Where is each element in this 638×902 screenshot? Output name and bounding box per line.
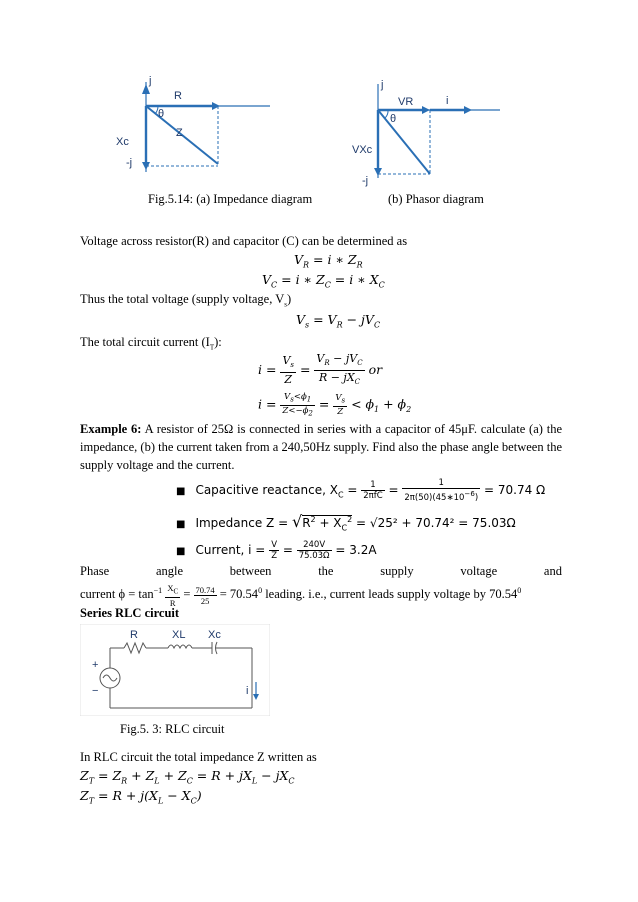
rlc-plus-label: + [92,659,99,671]
rlc-caption: Fig.5. 3: RLC circuit [120,722,225,736]
rlc-current-label: i [246,685,249,697]
bullet-capacitive-reactance: ■ Capacitive reactance, $X_C$ = $\frac{1}{\text{2πfC}}$ = $\frac{1}{2\pi(50)(45∗10^{-6})}$ = 70.74 Ω [176,478,546,503]
equation-vs: $V_s = V_R - jV_C$ [296,312,381,330]
phasor-vr-label: VR [398,96,414,108]
rlc-r-label: R [130,629,138,641]
equation-vc: $V_C = i$ ∗ $Z_C = i$ ∗ $X_C$ [262,272,385,290]
rlc-xc-label: Xc [208,629,221,641]
impedance-caption: Fig.5.14: (a) Impedance diagram [148,192,313,206]
phasor-theta-label: θ [390,113,397,125]
impedance-r-label: R [174,90,182,102]
equation-zt-2: $Z_T = R + j(X_L - X_C)$ [80,788,202,806]
impedance-theta-label: θ [158,108,165,120]
equation-zt-1: $Z_T = Z_R + Z_L + Z_C = R + jX_L - jX_C$ [80,768,295,786]
impedance-axis-neg-j: -j [126,157,133,169]
rlc-intro: In RLC circuit the total impedance Z written as [80,750,317,764]
bullet-impedance: ■ Impedance $Z = √R^2 + X_C^2 = √25^2 + 70.74^2 = 75.03\Omega$ [176,512,516,533]
rlc-xl-label: XL [172,629,186,641]
series-rlc-heading: Series RLC circuit [80,606,180,620]
impedance-xc-label: Xc [116,136,129,148]
rlc-minus-label: − [92,685,99,697]
total-voltage-intro: Thus the total voltage (supply voltage, $V_s$) [80,292,292,309]
phase-angle-line-2: current $\phi = \tan^{-1}$ $\frac{X_C}{R}$ = $\frac{70.74}{25}$ = $70.54^0$ leading. i.e., current leads supply voltage by 70.54$^0$ [80,582,522,608]
current-intro: The total circuit current $(I_T)$: [80,335,222,352]
phasor-caption: (b) Phasor diagram [388,192,484,206]
phasor-axis-j: j [381,79,384,91]
phasor-axis-neg-j: -j [362,175,369,187]
phasor-vxc-label: VXc [352,144,373,156]
equation-current: i = $\frac{V_s}{Z}$ = $\frac{V_R - jV_C}{R - jX_C}$ or [258,352,383,387]
example-6: Example 6: A resistor of 25Ω is connected in series with a capacitor of 45μF. calculate (a) the impedance, (b) the current taken from a 240,50Hz supply. Find also the phase angle between the supply voltage and the current. [80,422,562,472]
phasor-i-label: i [446,95,449,107]
impedance-axis-j: j [149,75,152,87]
impedance-diagram [110,74,280,184]
phasor-diagram [350,78,510,188]
bullet-current: ■ Current, i = $\frac{V}{Z}$ = $\frac{240V}{75.03\Omega}$ = 3.2A [176,540,377,561]
equation-vr: $V_R = i$ ∗ $Z_R$ [294,252,363,270]
voltage-intro: Voltage across resistor(R) and capacitor (C) can be determined as [80,234,408,248]
impedance-z-label: Z [176,127,183,139]
rlc-circuit-diagram [80,624,270,716]
equation-current-polar: i = $\frac{V_s<\phi_1}{Z<-\phi_2}$ = $\frac{V_s}{Z}$ < $\phi_1 + \phi_2$ [258,392,412,418]
phase-angle-line-1: Phase angle between the supply voltage and [80,564,562,578]
